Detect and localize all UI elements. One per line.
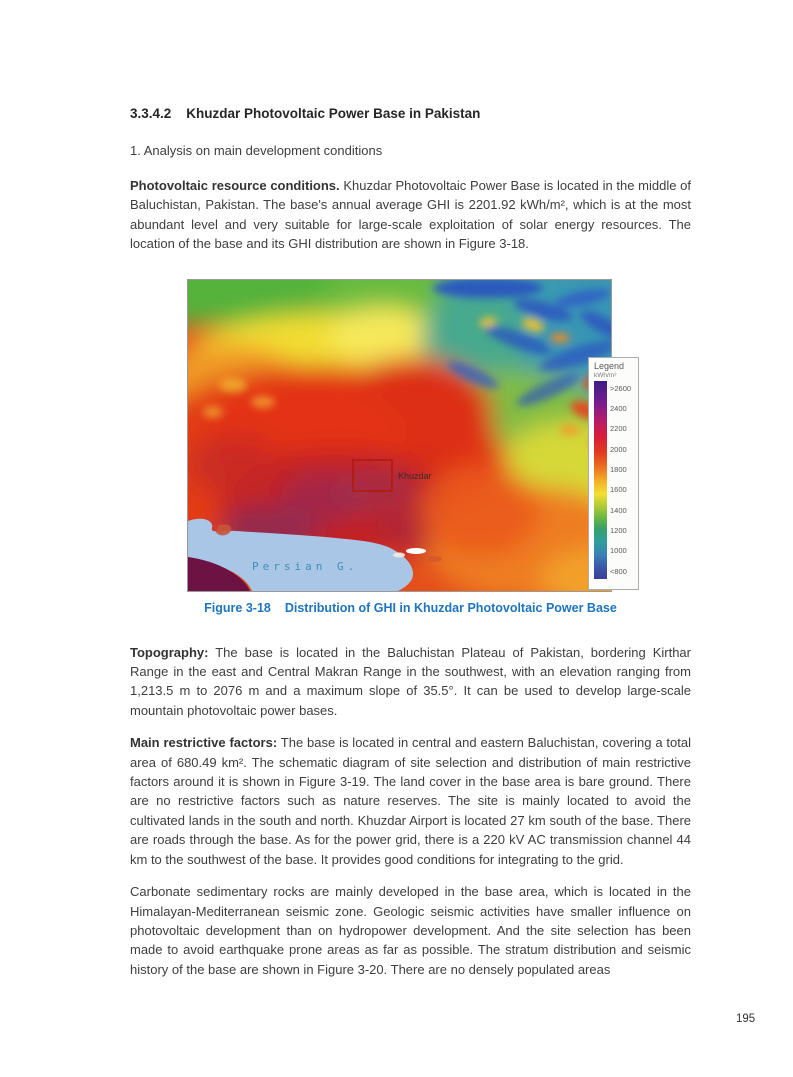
figure-caption-text: Distribution of GHI in Khuzdar Photovoltaic Power Base (284, 600, 617, 615)
legend-value: >2600 (610, 383, 632, 393)
legend-value: 1000 (610, 546, 627, 556)
heatmap-image (188, 280, 611, 591)
section-title: Khuzdar Photovoltaic Power Base in Pakistan (186, 106, 481, 121)
section-heading (130, 106, 691, 121)
paragraph-topography-text: The base is located in the Baluchistan Plateau of Pakistan, bordering Kirthar Range in the east and Central Makran Range in the southwest, with an elevation ranging from 1,213.5 m to 2076 m and a maximum slope of 35.5°. It can be used to develop large-scale mountain photovoltaic power bases. (130, 644, 691, 718)
ghi-map-figure (187, 279, 632, 615)
section-number: 3.3.4.2 (130, 106, 172, 121)
paragraph-pv-resource (130, 176, 691, 254)
ghi-heatmap (187, 279, 632, 592)
legend-body (594, 381, 638, 579)
legend-value: 2200 (610, 424, 627, 434)
paragraph-geology-text: Carbonate sedimentary rocks are mainly developed in the base area, which is located in the Himalayan-Mediterranean seismic zone. Geologic seismic activities have smaller influence on photovoltaic development than on hydropower development. And the site selection has been made to avoid earthquake prone areas as far as possible. The stratum distribution and seismic history of the base are shown in Figure 3-20. There are no densely populated areas (130, 884, 691, 977)
legend-labels (610, 381, 631, 579)
legend-value: 2400 (610, 403, 627, 413)
legend-value: 1800 (610, 464, 627, 474)
khuzdar-label: Khuzdar (398, 470, 432, 481)
figure-caption-label: Figure 3-18 (204, 600, 271, 615)
legend-value: 2000 (610, 444, 627, 454)
legend-value: 1400 (610, 505, 627, 515)
paragraph-restrictive-factors (130, 733, 691, 869)
legend-title: Legend (594, 360, 625, 371)
paragraph-geology (130, 882, 691, 979)
map-legend (588, 357, 639, 590)
paragraph-pv-resource-lead: Photovoltaic resource conditions. (130, 178, 340, 193)
persian-gulf-label: Persian G. (252, 559, 359, 573)
legend-colorbar (594, 381, 607, 579)
paragraph-topography-lead: Topography: (130, 644, 209, 660)
page-content (130, 106, 691, 992)
paragraph-topography (130, 643, 691, 721)
legend-unit: kWh/m² (594, 371, 617, 379)
paragraph-restrictive-factors-lead: Main restrictive factors: (130, 735, 278, 751)
page-number: 195 (736, 1013, 756, 1025)
legend-value: 1200 (610, 525, 627, 535)
paragraph-restrictive-factors-text: The base is located in central and eastern Baluchistan, covering a total area of 680.49 km². The schematic diagram of site selection and distribution of main restrictive factors around it is shown in Figure 3-19. The land cover in the base area is bare ground. There are no restrictive factors such as nature reserves. The site is mainly located to avoid the cultivated lands in the south and north. Khuzdar Airport is located 27 km south of the base. There are roads through the base. As for the power grid, there is a 220 kV AC transmission channel 44 km to the southwest of the base. It provides good conditions for integrating to the grid. (130, 735, 691, 867)
legend-value: <800 (610, 566, 627, 576)
figure-caption (130, 601, 691, 615)
analysis-subheading: 1. Analysis on main development conditions (130, 143, 383, 158)
khuzdar-marker (352, 459, 393, 492)
legend-value: 1600 (610, 485, 627, 495)
paragraph-pv-resource-text: Khuzdar Photovoltaic Power Base is located in the middle of Baluchistan, Pakistan. The base's annual average GHI is 2201.92 kWh/m², which is at the most abundant level and very suitable for large-scale exploitation of solar energy resources. The location of the base and its GHI distribution are shown in Figure 3-18. (130, 178, 691, 252)
